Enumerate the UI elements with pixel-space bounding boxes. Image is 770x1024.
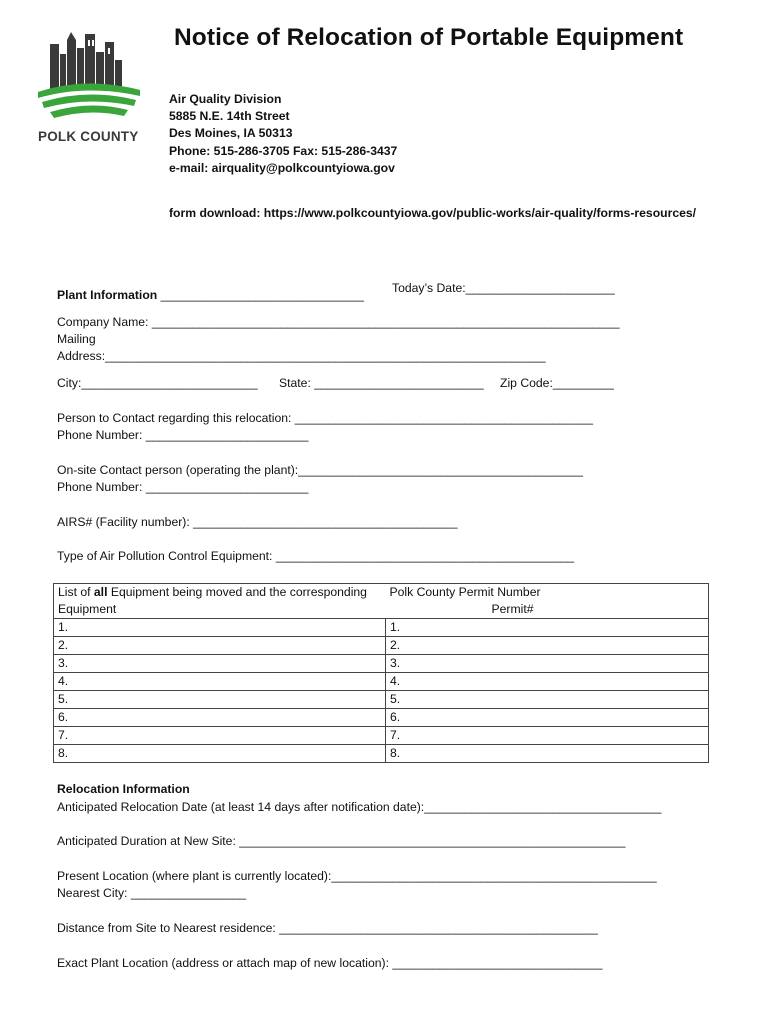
permit-cell[interactable]: 4. (386, 673, 709, 691)
equipment-cell[interactable]: 8. (54, 745, 386, 763)
table-row[interactable] (54, 619, 709, 637)
division-name: Air Quality Division (169, 92, 282, 106)
control-equipment-field[interactable]: Type of Air Pollution Control Equipment: ____________________________________________ (57, 549, 575, 563)
street-address: 5885 N.E. 14th Street (169, 109, 290, 123)
state-field[interactable]: State: _________________________ (279, 376, 484, 390)
permit-cell[interactable]: 5. (386, 691, 709, 709)
company-name-field[interactable]: Company Name: _____________________________________________________________________ (57, 315, 620, 329)
city-state-zip: Des Moines, IA 50313 (169, 126, 293, 140)
city-skyline-fields-icon (36, 26, 142, 126)
relocation-heading: Relocation Information (57, 782, 190, 796)
equipment-cell[interactable]: 7. (54, 727, 386, 745)
exact-location-field[interactable]: Exact Plant Location (address or attach map of new location): _______________________________ (57, 956, 603, 970)
duration-field[interactable]: Anticipated Duration at New Site: _________________________________________________________ (57, 834, 626, 848)
permit-cell[interactable]: 3. (386, 655, 709, 673)
address-field[interactable]: Address:_________________________________________________________________ (57, 349, 546, 363)
equipment-cell[interactable]: 4. (54, 673, 386, 691)
permit-header: Polk County Permit Number Permit# (386, 584, 709, 619)
permit-cell[interactable]: 8. (386, 745, 709, 763)
equipment-cell[interactable]: 1. (54, 619, 386, 637)
email-address[interactable]: e-mail: airquality@polkcountyiowa.gov (169, 161, 395, 175)
onsite-phone-field[interactable]: Phone Number: ________________________ (57, 480, 309, 494)
permit-cell[interactable]: 1. (386, 619, 709, 637)
equipment-table (53, 583, 709, 763)
distance-residence-field[interactable]: Distance from Site to Nearest residence: _______________________________________________ (57, 921, 598, 935)
zip-code-field[interactable]: Zip Code:_________ (500, 376, 614, 390)
contact-phone-field[interactable]: Phone Number: ________________________ (57, 428, 309, 442)
table-row[interactable] (54, 745, 709, 763)
onsite-contact-field[interactable]: On-site Contact person (operating the plant):__________________________________________ (57, 463, 583, 477)
equipment-header: List of all Equipment being moved and the corresponding Equipment (54, 584, 386, 619)
nearest-city-field[interactable]: Nearest City: _________________ (57, 886, 247, 900)
logo-text: POLK COUNTY (38, 129, 139, 144)
form-download-link[interactable]: form download: https://www.polkcountyiowa.gov/public-works/air-quality/forms-resources/ (169, 206, 697, 220)
equipment-cell[interactable]: 5. (54, 691, 386, 709)
table-row[interactable] (54, 691, 709, 709)
contact-person-field[interactable]: Person to Contact regarding this relocation: ____________________________________________ (57, 411, 594, 425)
permit-cell[interactable]: 6. (386, 709, 709, 727)
mailing-label: Mailing (57, 332, 96, 346)
table-row[interactable] (54, 655, 709, 673)
table-row[interactable] (54, 727, 709, 745)
airs-number-field[interactable]: AIRS# (Facility number): _______________________________________ (57, 515, 458, 529)
todays-date-field[interactable]: Today’s Date:______________________ (392, 281, 615, 295)
plant-information-label: Plant Information (57, 288, 158, 302)
plant-information-field[interactable] (57, 287, 364, 305)
equipment-cell[interactable]: 3. (54, 655, 386, 673)
polk-county-logo (36, 26, 142, 148)
table-row[interactable] (54, 637, 709, 655)
equipment-cell[interactable]: 2. (54, 637, 386, 655)
permit-cell[interactable]: 2. (386, 637, 709, 655)
plant-information-line: ______________________________ (160, 288, 364, 302)
relocation-date-field[interactable]: Anticipated Relocation Date (at least 14 days after notification date):___________________________________ (57, 800, 662, 814)
phone-fax: Phone: 515-286-3705 Fax: 515-286-3437 (169, 144, 398, 158)
table-row[interactable] (54, 709, 709, 727)
page-title: Notice of Relocation of Portable Equipment (174, 24, 684, 51)
table-row[interactable] (54, 673, 709, 691)
present-location-field[interactable]: Present Location (where plant is currently located):________________________________________________ (57, 869, 657, 883)
table-header-row (54, 584, 709, 619)
permit-cell[interactable]: 7. (386, 727, 709, 745)
city-field[interactable]: City:__________________________ (57, 376, 258, 390)
equipment-cell[interactable]: 6. (54, 709, 386, 727)
